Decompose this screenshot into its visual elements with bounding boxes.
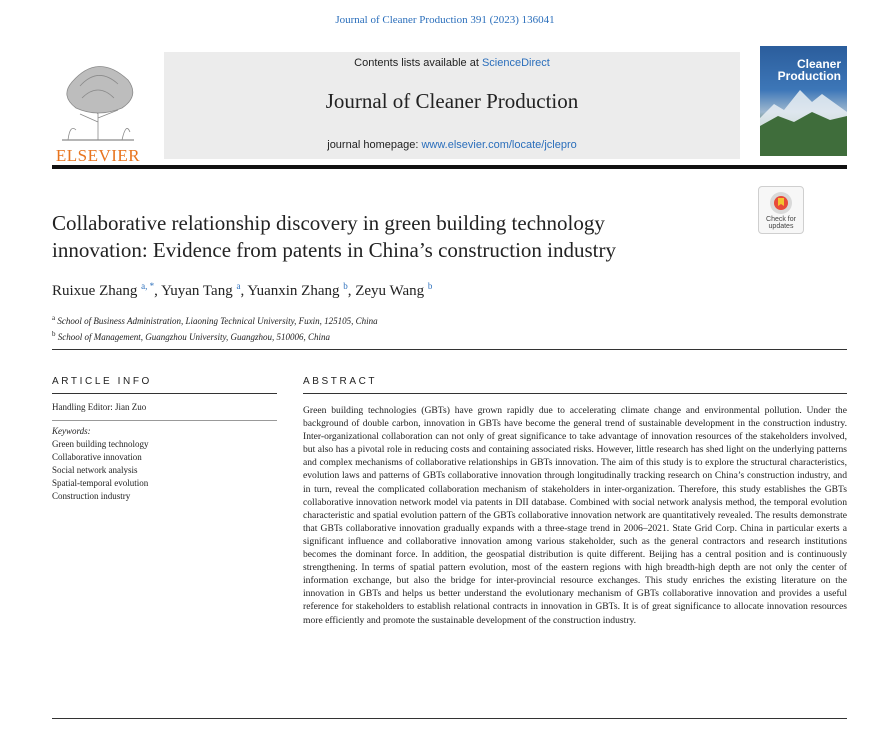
title-divider	[52, 349, 847, 350]
affiliation-marker[interactable]: a	[236, 281, 241, 291]
cover-title-line2: Production	[777, 69, 841, 83]
author-list	[52, 281, 752, 300]
check-for-updates-badge[interactable]	[758, 186, 804, 234]
journal-name[interactable]: Journal of Cleaner Production	[325, 89, 579, 113]
article-info-rule	[52, 393, 277, 394]
handling-editor: Handling Editor: Jian Zuo	[52, 402, 147, 412]
keyword-item[interactable]: Green building technology	[52, 439, 149, 449]
abstract-heading: ABSTRACT	[303, 376, 378, 387]
badge-line2: updates	[768, 223, 794, 230]
info-divider	[52, 420, 277, 421]
journal-masthead	[52, 44, 847, 164]
journal-cover-image[interactable]	[760, 46, 847, 156]
badge-line1: Check for	[766, 216, 796, 223]
journal-header-box	[164, 52, 740, 159]
contents-line	[164, 57, 740, 69]
cover-title	[760, 58, 847, 82]
abstract-text: Green building technologies (GBTs) have grown rapidly due to accelerating climate change and environmental pollution. Under the background of double carbon, innovation in GBTs have become the general trend of sustainable development in the construction industry. Inter-organizational collaboration can not only of great significance to take advantage of innovation resources of the stakeholders involved, but also has a pivotal role in reducing costs and containing associated risks. However, little research has shed light on the underlying patterns and complex mechanisms of collaborative relationships in GBTs innovation. The aim of this study is to explore the structural characteristics, evolution laws and patterns of GBTs collaborative innovation through longitudinally tracking research on China’s construction industry, and in turn, reveal the complicated collaboration mechanism of stakeholders in inter-organization. Therefore, this study establishes the GBTs collaborative innovation network model via patents in DII database. Combined with social network analysis method, the temporal evolution characteristic and spatial evolution pattern of the GBTs collaborative innovation network are quantitatively revealed. The results demonstrate that GBTs collaborative innovation gradually expands with a three-stage trend in 2006–2021. State Grid Corp. China in particular exerts a significant influence and collaborative innovation among various stakeholder, such as the general contractors and research institutions becomes the dominant force. In addition, the geospatial distribution is quite different. Beijing has a central position and is continuously strengthening. In terms of spatial pattern evolution, most of the eastern regions with high breadth-high depth are not only the center of information exchange, but also the bridge for inter-provincial resource exchanges. This study enriches the existing literature on the innovation in GBTs and helps us better understand the evolutionary mechanism of GBTs collaborative innovation and provides a useful reference for stakeholders to establish relational contracts in innovation in GBTs. It is of great significance to allocate innovation resources more efficiently and promote the sustainable development of the construction industry.	[303, 405, 847, 626]
elsevier-wordmark: ELSEVIER	[55, 146, 141, 165]
keyword-item[interactable]: Social network analysis	[52, 465, 138, 475]
masthead-divider	[52, 165, 847, 169]
keyword-item[interactable]: Spatial-temporal evolution	[52, 478, 149, 488]
author[interactable]: Ruixue Zhang $^{a, *}$,	[52, 281, 162, 299]
title-line1: Collaborative relationship discovery in green building technology	[52, 211, 605, 235]
keywords-label: Keywords:	[52, 426, 91, 436]
affiliation-marker[interactable]: b	[343, 281, 348, 291]
article-title	[52, 210, 742, 264]
keyword-item[interactable]: Construction industry	[52, 491, 131, 501]
cover-title-line1: Cleaner	[796, 57, 841, 71]
article-info-column	[52, 401, 277, 503]
article-info-heading: ARTICLE INFO	[52, 376, 152, 387]
keyword-list	[52, 438, 277, 503]
journal-homepage-link[interactable]: www.elsevier.com/locate/jclepro	[421, 139, 577, 151]
author[interactable]: Yuanxin Zhang $^b$,	[247, 281, 356, 299]
sciencedirect-link[interactable]: ScienceDirect	[481, 57, 550, 69]
journal-citation[interactable]: Journal of Cleaner Production 391 (2023) 136041	[335, 14, 555, 26]
author[interactable]: Yuyan Tang $^a$,	[161, 281, 248, 299]
elsevier-tree-logo[interactable]	[52, 52, 144, 165]
keyword-item[interactable]: Collaborative innovation	[52, 452, 142, 462]
abstract-bottom-rule	[52, 718, 847, 719]
contents-prefix: Contents lists available at	[354, 57, 482, 69]
affiliations	[52, 312, 752, 344]
title-line2: innovation: Evidence from patents in China’s construction industry	[52, 238, 616, 262]
author[interactable]: Zeyu Wang $^b$	[355, 281, 433, 299]
affiliation-item: $^b$ School of Management, Guangzhou University, Guangzhou, 510006, China	[52, 330, 330, 342]
affiliation-item: $^a$ School of Business Administration, Liaoning Technical University, Fuxin, 125105, China	[52, 314, 378, 326]
affiliation-marker[interactable]: b	[427, 281, 433, 291]
homepage-line	[164, 139, 740, 151]
homepage-prefix: journal homepage:	[327, 139, 422, 151]
check-for-updates-icon	[769, 191, 793, 215]
abstract-rule	[303, 393, 847, 394]
affiliation-marker[interactable]: a, *	[141, 281, 155, 291]
